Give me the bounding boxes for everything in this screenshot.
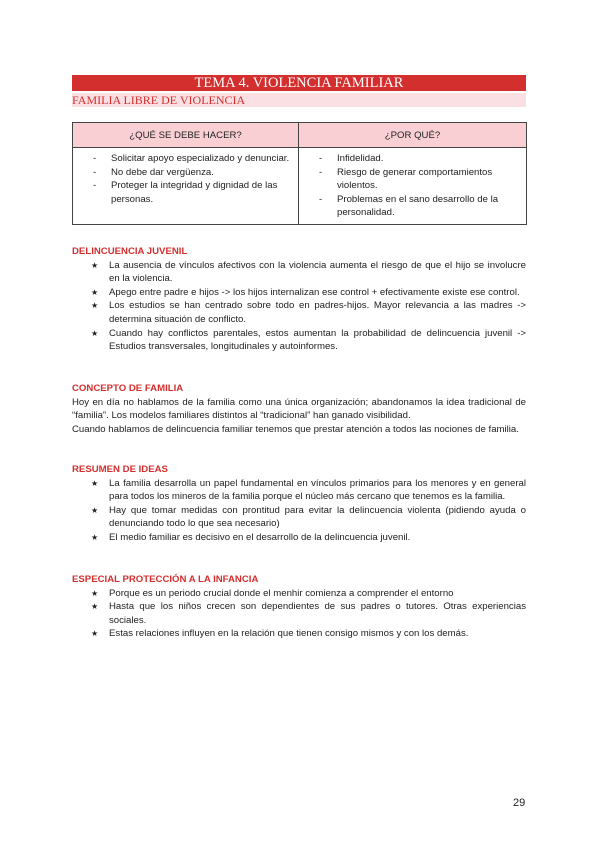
list-item: - Infidelidad.: [319, 152, 518, 166]
star-bullet-icon: ★: [91, 260, 99, 270]
list-item: ★ La familia desarrolla un papel fundamental en vínculos primarios para los menores y en general para todos los mineros de la familia porque el núcleo más cercano que tenemos es la familia.: [91, 477, 526, 503]
star-bullet-icon: ★: [91, 629, 99, 639]
star-bullet-icon: ★: [91, 602, 99, 612]
section-heading: CONCEPTO DE FAMILIA: [72, 383, 184, 394]
page-number: 29: [513, 797, 526, 809]
list-item: ★ Porque es un periodo crucial donde el menhir comienza a comprender el entorno: [91, 587, 454, 599]
why-cell: [299, 148, 527, 225]
list-item: - Solicitar apoyo especializado y denunciar.: [93, 152, 290, 166]
list-item: ★ Apego entre padre e hijos -> los hijos internalizan ese control + efectivamente existe ese control.: [91, 286, 520, 298]
star-bullet-icon: ★: [91, 505, 99, 515]
list-item: - Problemas en el sano desarrollo de la personalidad.: [319, 193, 518, 220]
col-header-why: ¿POR QUÉ?: [299, 123, 527, 148]
list-item: ★ La ausencia de vínculos afectivos con la violencia aumenta el riesgo de que el hijo se involucre en la violencia.: [91, 259, 526, 285]
list-item: - Riesgo de generar comportamientos violentos.: [319, 166, 518, 193]
star-bullet-icon: ★: [91, 478, 99, 488]
paragraph: Cuando hablamos de delincuencia familiar tenemos que prestar atención a todos las nociones de familia.: [72, 423, 519, 435]
list-item: ★ Los estudios se han centrado sobre todo en padres-hijos. Mayor relevancia a las madres -> determina situación de conflicto.: [91, 300, 526, 325]
table-row: [73, 148, 527, 225]
section-heading: ESPECIAL PROTECCIÓN A LA INFANCIA: [72, 574, 259, 585]
star-bullet-icon: ★: [91, 532, 99, 542]
list-item: ★ Cuando hay conflictos parentales, estos aumentan la probabilidad de delincuencia juvenil -> Estudios transversales, longitudinales y autoinformes.: [91, 327, 526, 353]
list-item: - Proteger la integridad y dignidad de las personas.: [93, 179, 290, 206]
list-item: ★ Estas relaciones influyen en la relación que tienen consigo mismos y con los demás.: [91, 628, 469, 640]
star-bullet-icon: ★: [91, 287, 99, 297]
section-resumen: [72, 463, 526, 545]
page-title: TEMA 4. VIOLENCIA FAMILIAR: [72, 75, 526, 91]
col-header-what: ¿QUÉ SE DEBE HACER?: [73, 123, 299, 148]
table-header-row: [73, 123, 527, 148]
star-bullet-icon: ★: [91, 301, 99, 311]
section-proteccion: [72, 573, 526, 641]
star-bullet-icon: ★: [91, 588, 99, 598]
section-heading: RESUMEN DE IDEAS: [72, 464, 168, 475]
list-item: - No debe dar vergüenza.: [93, 166, 290, 180]
list-item: ★ El medio familiar es decisivo en el desarrollo de la delincuencia juvenil.: [91, 531, 411, 543]
qa-table: [72, 122, 527, 225]
section-concepto: [72, 382, 526, 436]
paragraph: Hoy en día no hablamos de la familia como una única organización; abandonamos la idea tradicional de “familia”. Los modelos familiares distintos al “tradicional” han ganado visibilidad.: [72, 396, 526, 422]
page-subtitle: FAMILIA LIBRE DE VIOLENCIA: [72, 93, 526, 107]
list-item: ★ Hay que tomar medidas con prontitud para evitar la delincuencia violenta (pidiendo ayuda o denunciando todo lo que sea necesario): [91, 504, 526, 530]
what-cell: [73, 148, 299, 225]
section-heading: DELINCUENCIA JUVENIL: [72, 246, 188, 257]
section-delincuencia: [72, 245, 526, 354]
star-bullet-icon: ★: [91, 328, 99, 338]
list-item: ★ Hasta que los niños crecen son dependientes de sus padres o tutores. Otras experiencias sociales.: [91, 601, 526, 626]
